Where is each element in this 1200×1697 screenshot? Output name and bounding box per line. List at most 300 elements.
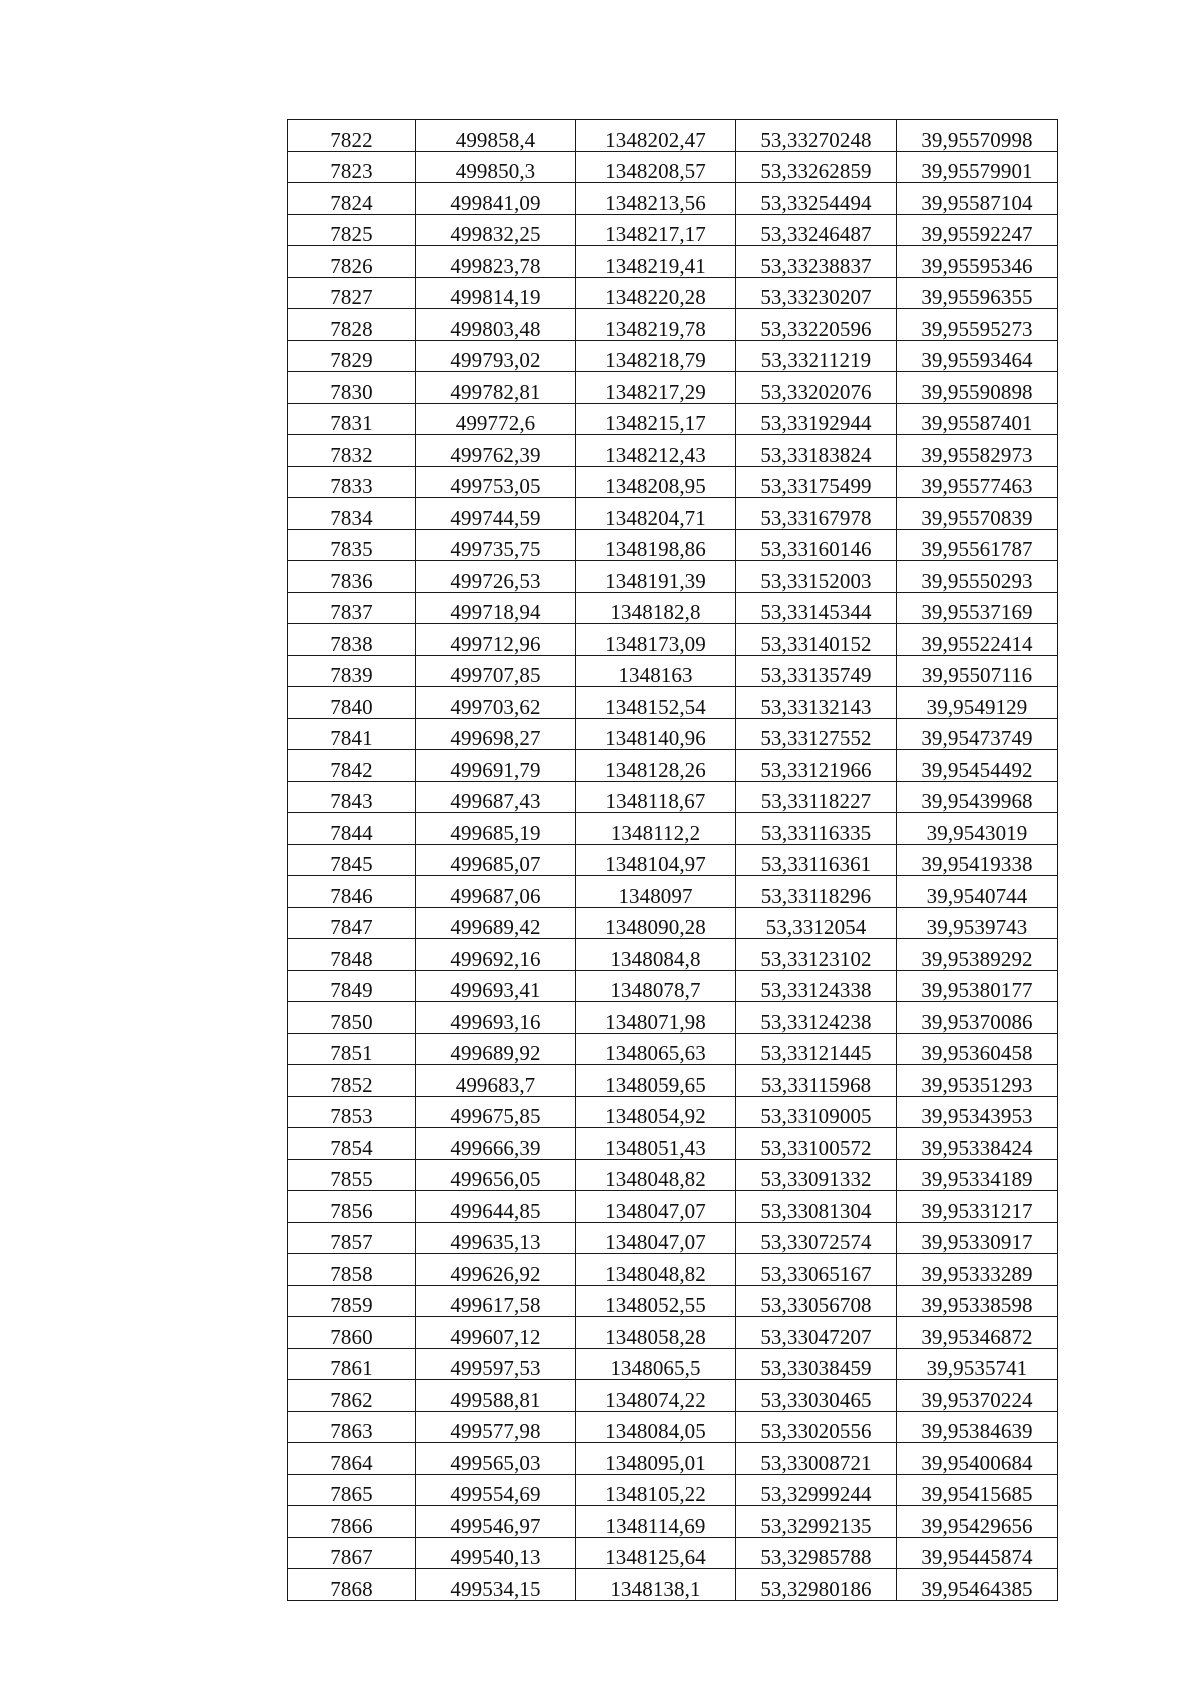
cell-value: 7827 <box>330 285 373 309</box>
latitude-cell <box>736 561 897 593</box>
point-number-cell <box>288 1317 416 1349</box>
cell-value: 53,33160146 <box>760 537 872 561</box>
y-coordinate-cell <box>576 1569 736 1601</box>
cell-value: 7837 <box>330 600 373 624</box>
latitude-cell <box>736 435 897 467</box>
cell-value: 39,95439968 <box>921 789 1033 813</box>
cell-value: 1348105,22 <box>605 1482 706 1506</box>
table-row <box>288 120 1058 152</box>
point-number-cell <box>288 120 416 152</box>
longitude-cell <box>897 498 1058 530</box>
longitude-cell <box>897 529 1058 561</box>
cell-value: 39,95582973 <box>921 442 1033 467</box>
point-number-cell <box>288 1128 416 1160</box>
point-number-cell <box>288 1474 416 1506</box>
y-coordinate-cell <box>576 1254 736 1286</box>
latitude-cell <box>736 970 897 1002</box>
x-coordinate-cell <box>416 718 576 750</box>
longitude-cell <box>897 1159 1058 1191</box>
x-coordinate-cell <box>416 592 576 624</box>
x-coordinate-cell <box>416 876 576 908</box>
point-number-cell <box>288 403 416 435</box>
table-row <box>288 529 1058 561</box>
cell-value: 499546,97 <box>450 1513 541 1538</box>
x-coordinate-cell <box>416 183 576 215</box>
longitude-cell <box>897 1128 1058 1160</box>
cell-value: 1348084,05 <box>605 1419 706 1443</box>
cell-value: 1348095,01 <box>605 1450 706 1475</box>
x-coordinate-cell <box>416 340 576 372</box>
table-row <box>288 561 1058 593</box>
y-coordinate-cell <box>576 1506 736 1538</box>
longitude-cell <box>897 1002 1058 1034</box>
y-coordinate-cell <box>576 1002 736 1034</box>
cell-value: 53,33211219 <box>760 348 872 372</box>
latitude-cell <box>736 1537 897 1569</box>
point-number-cell <box>288 466 416 498</box>
table-row <box>288 687 1058 719</box>
cell-value: 499782,81 <box>450 379 541 404</box>
cell-value: 499814,19 <box>450 285 541 309</box>
longitude-cell <box>897 813 1058 845</box>
point-number-cell <box>288 1285 416 1317</box>
cell-value: 53,33118296 <box>760 883 872 908</box>
y-coordinate-cell <box>576 970 736 1002</box>
cell-value: 7864 <box>330 1450 373 1475</box>
point-number-cell <box>288 750 416 782</box>
cell-value: 1348058,28 <box>605 1324 706 1349</box>
cell-value: 499691,79 <box>450 757 541 782</box>
cell-value: 1348191,39 <box>605 568 706 593</box>
x-coordinate-cell <box>416 372 576 404</box>
y-coordinate-cell <box>576 813 736 845</box>
longitude-cell <box>897 1474 1058 1506</box>
cell-value: 1348128,26 <box>605 757 706 782</box>
x-coordinate-cell <box>416 529 576 561</box>
cell-value: 39,9539743 <box>926 915 1028 939</box>
cell-value: 1348048,82 <box>605 1261 706 1286</box>
cell-value: 7825 <box>330 222 373 246</box>
cell-value: 7847 <box>330 915 373 939</box>
x-coordinate-cell <box>416 1380 576 1412</box>
x-coordinate-cell <box>416 1065 576 1097</box>
cell-value: 7835 <box>330 537 373 561</box>
cell-value: 499685,07 <box>450 852 541 876</box>
cell-value: 499707,85 <box>450 663 541 687</box>
table-row <box>288 1411 1058 1443</box>
cell-value: 53,3312054 <box>765 915 867 939</box>
cell-value: 499692,16 <box>450 946 541 971</box>
point-number-cell <box>288 277 416 309</box>
cell-value: 39,95561787 <box>921 537 1033 561</box>
cell-value: 7831 <box>330 411 373 435</box>
latitude-cell <box>736 372 897 404</box>
x-coordinate-cell <box>416 1411 576 1443</box>
cell-value: 53,33116335 <box>760 820 872 845</box>
cell-value: 39,9549129 <box>926 694 1028 719</box>
cell-value: 499617,58 <box>450 1293 541 1317</box>
cell-value: 53,33115968 <box>760 1072 872 1097</box>
longitude-cell <box>897 403 1058 435</box>
cell-value: 53,33254494 <box>760 190 872 215</box>
x-coordinate-cell <box>416 277 576 309</box>
cell-value: 1348219,41 <box>605 253 706 278</box>
latitude-cell <box>736 1159 897 1191</box>
cell-value: 53,33152003 <box>760 568 872 593</box>
cell-value: 7849 <box>330 978 373 1002</box>
longitude-cell <box>897 372 1058 404</box>
latitude-cell <box>736 876 897 908</box>
cell-value: 53,33230207 <box>760 285 872 309</box>
cell-value: 499635,13 <box>450 1230 541 1254</box>
cell-value: 53,33145344 <box>760 600 872 624</box>
cell-value: 39,95537169 <box>921 600 1033 624</box>
table-row <box>288 214 1058 246</box>
x-coordinate-cell <box>416 1474 576 1506</box>
x-coordinate-cell <box>416 1443 576 1475</box>
cell-value: 39,95570839 <box>921 505 1033 530</box>
cell-value: 499712,96 <box>450 631 541 656</box>
cell-value: 499703,62 <box>450 694 541 719</box>
table-row <box>288 246 1058 278</box>
x-coordinate-cell <box>416 1191 576 1223</box>
cell-value: 499687,43 <box>450 789 541 813</box>
point-number-cell <box>288 1411 416 1443</box>
cell-value: 1348212,43 <box>605 442 706 467</box>
longitude-cell <box>897 655 1058 687</box>
cell-value: 39,95579901 <box>921 159 1033 183</box>
cell-value: 1348112,2 <box>610 820 701 845</box>
table-row <box>288 750 1058 782</box>
cell-value: 7856 <box>330 1198 373 1223</box>
cell-value: 7863 <box>330 1419 373 1443</box>
cell-value: 39,95550293 <box>921 568 1033 593</box>
y-coordinate-cell <box>576 907 736 939</box>
cell-value: 7828 <box>330 316 373 341</box>
cell-value: 1348054,92 <box>605 1104 706 1128</box>
cell-value: 499744,59 <box>450 505 541 530</box>
cell-value: 53,33175499 <box>760 474 872 498</box>
cell-value: 1348047,07 <box>605 1230 706 1254</box>
x-coordinate-cell <box>416 435 576 467</box>
y-coordinate-cell <box>576 592 736 624</box>
cell-value: 499656,05 <box>450 1167 541 1191</box>
cell-value: 53,33056708 <box>760 1293 872 1317</box>
point-number-cell <box>288 687 416 719</box>
longitude-cell <box>897 1254 1058 1286</box>
y-coordinate-cell <box>576 1411 736 1443</box>
y-coordinate-cell <box>576 120 736 152</box>
x-coordinate-cell <box>416 1002 576 1034</box>
cell-value: 499858,4 <box>455 127 536 152</box>
latitude-cell <box>736 781 897 813</box>
coordinates-table <box>287 119 1058 1601</box>
cell-value: 53,33072574 <box>760 1230 872 1254</box>
cell-value: 39,95570998 <box>921 127 1033 152</box>
y-coordinate-cell <box>576 466 736 498</box>
cell-value: 39,95473749 <box>921 726 1033 750</box>
cell-value: 7830 <box>330 379 373 404</box>
cell-value: 53,33047207 <box>760 1324 872 1349</box>
table-row <box>288 183 1058 215</box>
latitude-cell <box>736 655 897 687</box>
cell-value: 499693,16 <box>450 1009 541 1034</box>
table-row <box>288 592 1058 624</box>
longitude-cell <box>897 1191 1058 1223</box>
cell-value: 7857 <box>330 1230 373 1254</box>
latitude-cell <box>736 120 897 152</box>
cell-value: 499823,78 <box>450 253 541 278</box>
latitude-cell <box>736 1569 897 1601</box>
longitude-cell <box>897 1443 1058 1475</box>
latitude-cell <box>736 1254 897 1286</box>
cell-value: 39,95592247 <box>921 222 1033 246</box>
cell-value: 7826 <box>330 253 373 278</box>
table-row <box>288 1065 1058 1097</box>
cell-value: 1348071,98 <box>605 1009 706 1034</box>
cell-value: 1348140,96 <box>605 726 706 750</box>
x-coordinate-cell <box>416 1254 576 1286</box>
point-number-cell <box>288 498 416 530</box>
x-coordinate-cell <box>416 498 576 530</box>
cell-value: 53,33081304 <box>760 1198 872 1223</box>
longitude-cell <box>897 844 1058 876</box>
cell-value: 499772,6 <box>455 411 536 435</box>
x-coordinate-cell <box>416 309 576 341</box>
cell-value: 1348078,7 <box>610 978 701 1002</box>
point-number-cell <box>288 1569 416 1601</box>
longitude-cell <box>897 592 1058 624</box>
cell-value: 1348208,57 <box>605 159 706 183</box>
cell-value: 499644,85 <box>450 1198 541 1223</box>
x-coordinate-cell <box>416 1285 576 1317</box>
cell-value: 499793,02 <box>450 348 541 372</box>
latitude-cell <box>736 1506 897 1538</box>
cell-value: 7836 <box>330 568 373 593</box>
cell-value: 1348218,79 <box>605 348 706 372</box>
cell-value: 39,95590898 <box>921 379 1033 404</box>
cell-value: 1348065,63 <box>605 1041 706 1065</box>
latitude-cell <box>736 1380 897 1412</box>
x-coordinate-cell <box>416 844 576 876</box>
cell-value: 1348213,56 <box>605 190 706 215</box>
point-number-cell <box>288 214 416 246</box>
table-row <box>288 1096 1058 1128</box>
cell-value: 7852 <box>330 1072 373 1097</box>
x-coordinate-cell <box>416 970 576 1002</box>
cell-value: 39,95346872 <box>921 1324 1033 1349</box>
y-coordinate-cell <box>576 1348 736 1380</box>
y-coordinate-cell <box>576 1128 736 1160</box>
longitude-cell <box>897 277 1058 309</box>
latitude-cell <box>736 907 897 939</box>
cell-value: 7848 <box>330 946 373 971</box>
cell-value: 1348074,22 <box>605 1387 706 1412</box>
longitude-cell <box>897 781 1058 813</box>
table-row <box>288 1285 1058 1317</box>
cell-value: 39,95419338 <box>921 852 1033 876</box>
longitude-cell <box>897 1411 1058 1443</box>
latitude-cell <box>736 750 897 782</box>
longitude-cell <box>897 309 1058 341</box>
cell-value: 53,32992135 <box>760 1513 872 1538</box>
cell-value: 39,95429656 <box>921 1513 1033 1538</box>
cell-value: 53,33140152 <box>760 631 872 656</box>
cell-value: 7862 <box>330 1387 373 1412</box>
cell-value: 499762,39 <box>450 442 541 467</box>
point-number-cell <box>288 876 416 908</box>
longitude-cell <box>897 120 1058 152</box>
table-row <box>288 1443 1058 1475</box>
cell-value: 39,95338598 <box>921 1293 1033 1317</box>
longitude-cell <box>897 624 1058 656</box>
cell-value: 39,95587401 <box>921 411 1033 435</box>
cell-value: 499689,42 <box>450 915 541 939</box>
table-row <box>288 1191 1058 1223</box>
y-coordinate-cell <box>576 309 736 341</box>
cell-value: 39,95595346 <box>921 253 1033 278</box>
y-coordinate-cell <box>576 1317 736 1349</box>
cell-value: 1348047,07 <box>605 1198 706 1223</box>
cell-value: 1348104,97 <box>605 852 706 876</box>
cell-value: 39,95380177 <box>921 978 1033 1002</box>
point-number-cell <box>288 1537 416 1569</box>
latitude-cell <box>736 183 897 215</box>
cell-value: 53,33270248 <box>760 127 872 152</box>
cell-value: 53,33121966 <box>760 757 872 782</box>
y-coordinate-cell <box>576 183 736 215</box>
y-coordinate-cell <box>576 1443 736 1475</box>
cell-value: 1348090,28 <box>605 915 706 939</box>
cell-value: 39,95464385 <box>921 1576 1033 1601</box>
cell-value: 39,95338424 <box>921 1135 1033 1160</box>
latitude-cell <box>736 592 897 624</box>
cell-value: 499666,39 <box>450 1135 541 1160</box>
table-row <box>288 781 1058 813</box>
x-coordinate-cell <box>416 1348 576 1380</box>
cell-value: 7855 <box>330 1167 373 1191</box>
cell-value: 499534,15 <box>450 1576 541 1601</box>
cell-value: 7850 <box>330 1009 373 1034</box>
cell-value: 39,9535741 <box>926 1356 1028 1380</box>
x-coordinate-cell <box>416 750 576 782</box>
latitude-cell <box>736 1128 897 1160</box>
longitude-cell <box>897 151 1058 183</box>
x-coordinate-cell <box>416 624 576 656</box>
table-row <box>288 655 1058 687</box>
y-coordinate-cell <box>576 624 736 656</box>
point-number-cell <box>288 781 416 813</box>
x-coordinate-cell <box>416 1537 576 1569</box>
table-row <box>288 466 1058 498</box>
cell-value: 39,95351293 <box>921 1072 1033 1097</box>
cell-value: 7853 <box>330 1104 373 1128</box>
cell-value: 499753,05 <box>450 474 541 498</box>
point-number-cell <box>288 1254 416 1286</box>
cell-value: 39,95400684 <box>921 1450 1033 1475</box>
point-number-cell <box>288 655 416 687</box>
cell-value: 7861 <box>330 1356 373 1380</box>
cell-value: 7868 <box>330 1576 373 1601</box>
table-row <box>288 1537 1058 1569</box>
cell-value: 39,95415685 <box>921 1482 1033 1506</box>
y-coordinate-cell <box>576 151 736 183</box>
cell-value: 499850,3 <box>455 159 536 183</box>
x-coordinate-cell <box>416 655 576 687</box>
cell-value: 39,95596355 <box>921 285 1033 309</box>
x-coordinate-cell <box>416 1317 576 1349</box>
longitude-cell <box>897 750 1058 782</box>
table-row <box>288 1254 1058 1286</box>
point-number-cell <box>288 183 416 215</box>
cell-value: 499803,48 <box>450 316 541 341</box>
x-coordinate-cell <box>416 1222 576 1254</box>
point-number-cell <box>288 435 416 467</box>
latitude-cell <box>736 1002 897 1034</box>
latitude-cell <box>736 214 897 246</box>
cell-value: 1348217,17 <box>605 222 706 246</box>
latitude-cell <box>736 340 897 372</box>
table-row <box>288 1348 1058 1380</box>
latitude-cell <box>736 1096 897 1128</box>
cell-value: 39,95587104 <box>921 190 1033 215</box>
y-coordinate-cell <box>576 876 736 908</box>
point-number-cell <box>288 561 416 593</box>
x-coordinate-cell <box>416 907 576 939</box>
y-coordinate-cell <box>576 214 736 246</box>
latitude-cell <box>736 844 897 876</box>
x-coordinate-cell <box>416 246 576 278</box>
point-number-cell <box>288 246 416 278</box>
cell-value: 1348208,95 <box>605 474 706 498</box>
latitude-cell <box>736 939 897 971</box>
y-coordinate-cell <box>576 1285 736 1317</box>
latitude-cell <box>736 1474 897 1506</box>
cell-value: 53,33127552 <box>760 726 872 750</box>
latitude-cell <box>736 718 897 750</box>
cell-value: 499683,7 <box>455 1072 536 1097</box>
y-coordinate-cell <box>576 1065 736 1097</box>
cell-value: 499626,92 <box>450 1261 541 1286</box>
table-row <box>288 1033 1058 1065</box>
latitude-cell <box>736 1443 897 1475</box>
cell-value: 1348220,28 <box>605 285 706 309</box>
table-row <box>288 1128 1058 1160</box>
point-number-cell <box>288 1348 416 1380</box>
table-row <box>288 1569 1058 1601</box>
x-coordinate-cell <box>416 466 576 498</box>
latitude-cell <box>736 624 897 656</box>
cell-value: 1348114,69 <box>605 1513 706 1538</box>
cell-value: 7822 <box>330 127 373 152</box>
cell-value: 1348125,64 <box>605 1545 706 1569</box>
cell-value: 39,95360458 <box>921 1041 1033 1065</box>
cell-value: 39,95370224 <box>921 1387 1033 1412</box>
cell-value: 53,33135749 <box>760 663 872 687</box>
cell-value: 499693,41 <box>450 978 541 1002</box>
cell-value: 1348052,55 <box>605 1293 706 1317</box>
latitude-cell <box>736 687 897 719</box>
longitude-cell <box>897 907 1058 939</box>
cell-value: 499698,27 <box>450 726 541 750</box>
cell-value: 7841 <box>330 726 373 750</box>
cell-value: 39,95331217 <box>921 1198 1033 1223</box>
table-row <box>288 340 1058 372</box>
table-row <box>288 624 1058 656</box>
cell-value: 1348163 <box>618 663 693 687</box>
longitude-cell <box>897 1348 1058 1380</box>
cell-value: 39,95595273 <box>921 316 1033 341</box>
